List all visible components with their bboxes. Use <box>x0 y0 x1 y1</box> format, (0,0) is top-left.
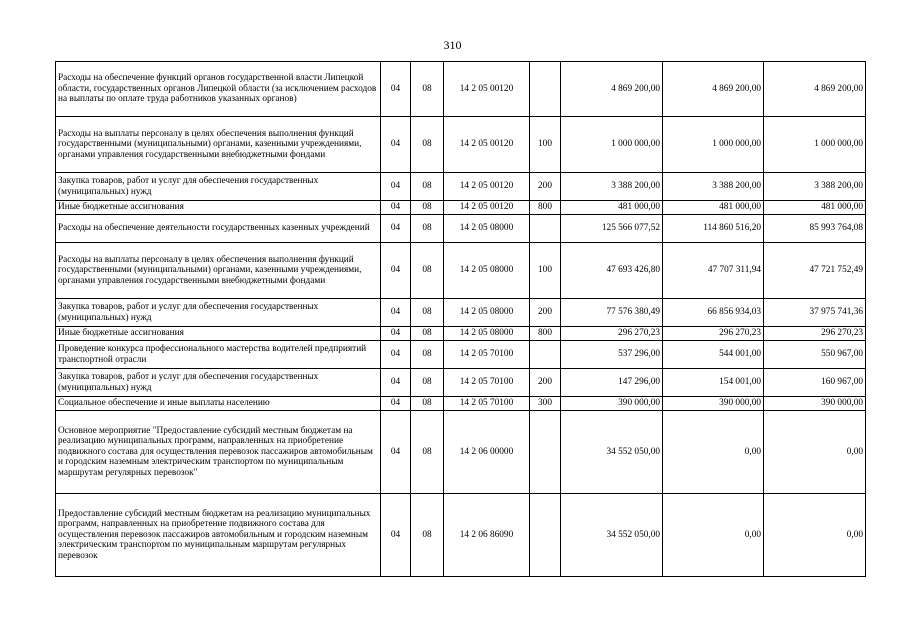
table-row <box>56 62 866 117</box>
table-row <box>56 243 866 299</box>
section-code-cell: 04 <box>381 494 411 577</box>
amount-year2-cell: 4 869 200,00 <box>663 62 764 117</box>
expense-type-cell: 300 <box>530 397 561 411</box>
amount-year1-cell: 77 576 380,49 <box>561 299 663 327</box>
amount-year1-cell: 3 388 200,00 <box>561 173 663 201</box>
expense-type-cell <box>530 411 561 494</box>
section-code-cell: 04 <box>381 327 411 341</box>
table-row <box>56 299 866 327</box>
table-row <box>56 327 866 341</box>
table-row <box>56 173 866 201</box>
subsection-code-cell: 08 <box>411 299 444 327</box>
amount-year3-cell: 37 975 741,36 <box>764 299 866 327</box>
table-row <box>56 494 866 577</box>
target-article-cell: 14 2 05 00120 <box>444 62 530 117</box>
table-row <box>56 215 866 243</box>
row-name-cell: Предоставление субсидий местным бюджетам на реализацию муниципальных программ, направленных на приобретение подвижного состава для осуществления перевозок пассажиров автомобильным и городским наземным электрическим транспортом по муниципальным маршрутам регулярных перевозок <box>56 494 381 577</box>
expense-type-cell: 200 <box>530 173 561 201</box>
expense-type-cell: 800 <box>530 327 561 341</box>
expense-type-cell: 800 <box>530 201 561 215</box>
amount-year1-cell: 147 296,00 <box>561 369 663 397</box>
expense-type-cell <box>530 62 561 117</box>
row-name-cell: Иные бюджетные ассигнования <box>56 201 381 215</box>
target-article-cell: 14 2 05 00120 <box>444 173 530 201</box>
subsection-code-cell: 08 <box>411 173 444 201</box>
subsection-code-cell: 08 <box>411 215 444 243</box>
target-article-cell: 14 2 05 70100 <box>444 341 530 369</box>
amount-year1-cell: 1 000 000,00 <box>561 117 663 173</box>
row-name-cell: Расходы на обеспечение функций органов государственной власти Липецкой области, государственных органов Липецкой области (за исключением расходов на выплаты по оплате труда работников указанных органов) <box>56 62 381 117</box>
amount-year3-cell: 3 388 200,00 <box>764 173 866 201</box>
row-name-cell: Расходы на выплаты персоналу в целях обеспечения выполнения функций государственными (муниципальными) органами, казенными учреждениями, органами управления государственными внебюджетными фондами <box>56 243 381 299</box>
amount-year2-cell: 3 388 200,00 <box>663 173 764 201</box>
target-article-cell: 14 2 05 70100 <box>444 369 530 397</box>
amount-year2-cell: 0,00 <box>663 411 764 494</box>
subsection-code-cell: 08 <box>411 201 444 215</box>
amount-year3-cell: 0,00 <box>764 494 866 577</box>
row-name-cell: Проведение конкурса профессионального мастерства водителей предприятий транспортной отрасли <box>56 341 381 369</box>
amount-year3-cell: 296 270,23 <box>764 327 866 341</box>
amount-year1-cell: 296 270,23 <box>561 327 663 341</box>
target-article-cell: 14 2 06 86090 <box>444 494 530 577</box>
section-code-cell: 04 <box>381 369 411 397</box>
row-name-cell: Расходы на выплаты персоналу в целях обеспечения выполнения функций государственными (муниципальными) органами, казенными учреждениями, органами управления государственными внебюджетными фондами <box>56 117 381 173</box>
amount-year2-cell: 154 001,00 <box>663 369 764 397</box>
subsection-code-cell: 08 <box>411 369 444 397</box>
amount-year3-cell: 0,00 <box>764 411 866 494</box>
amount-year2-cell: 47 707 311,94 <box>663 243 764 299</box>
section-code-cell: 04 <box>381 411 411 494</box>
target-article-cell: 14 2 05 00120 <box>444 201 530 215</box>
amount-year2-cell: 544 001,00 <box>663 341 764 369</box>
table-row <box>56 397 866 411</box>
subsection-code-cell: 08 <box>411 117 444 173</box>
table-row <box>56 201 866 215</box>
target-article-cell: 14 2 05 70100 <box>444 397 530 411</box>
section-code-cell: 04 <box>381 299 411 327</box>
subsection-code-cell: 08 <box>411 243 444 299</box>
expense-type-cell <box>530 494 561 577</box>
row-name-cell: Расходы на обеспечение деятельности государственных казенных учреждений <box>56 215 381 243</box>
amount-year1-cell: 125 566 077,52 <box>561 215 663 243</box>
table-row <box>56 341 866 369</box>
amount-year1-cell: 47 693 426,80 <box>561 243 663 299</box>
page-number: 310 <box>443 38 462 52</box>
amount-year1-cell: 34 552 050,00 <box>561 494 663 577</box>
row-name-cell: Иные бюджетные ассигнования <box>56 327 381 341</box>
amount-year2-cell: 0,00 <box>663 494 764 577</box>
target-article-cell: 14 2 05 00120 <box>444 117 530 173</box>
expense-type-cell: 100 <box>530 243 561 299</box>
section-code-cell: 04 <box>381 62 411 117</box>
subsection-code-cell: 08 <box>411 411 444 494</box>
amount-year1-cell: 4 869 200,00 <box>561 62 663 117</box>
target-article-cell: 14 2 05 08000 <box>444 243 530 299</box>
amount-year1-cell: 34 552 050,00 <box>561 411 663 494</box>
expense-type-cell <box>530 215 561 243</box>
subsection-code-cell: 08 <box>411 397 444 411</box>
amount-year2-cell: 481 000,00 <box>663 201 764 215</box>
amount-year2-cell: 1 000 000,00 <box>663 117 764 173</box>
expense-type-cell: 100 <box>530 117 561 173</box>
section-code-cell: 04 <box>381 117 411 173</box>
amount-year3-cell: 47 721 752,49 <box>764 243 866 299</box>
subsection-code-cell: 08 <box>411 62 444 117</box>
subsection-code-cell: 08 <box>411 494 444 577</box>
row-name-cell: Закупка товаров, работ и услуг для обеспечения государственных (муниципальных) нужд <box>56 369 381 397</box>
section-code-cell: 04 <box>381 215 411 243</box>
section-code-cell: 04 <box>381 341 411 369</box>
row-name-cell: Закупка товаров, работ и услуг для обеспечения государственных (муниципальных) нужд <box>56 299 381 327</box>
row-name-cell: Закупка товаров, работ и услуг для обеспечения государственных (муниципальных) нужд <box>56 173 381 201</box>
amount-year3-cell: 1 000 000,00 <box>764 117 866 173</box>
section-code-cell: 04 <box>381 243 411 299</box>
amount-year2-cell: 114 860 516,20 <box>663 215 764 243</box>
amount-year3-cell: 4 869 200,00 <box>764 62 866 117</box>
amount-year1-cell: 390 000,00 <box>561 397 663 411</box>
amount-year2-cell: 66 856 934,03 <box>663 299 764 327</box>
expense-type-cell: 200 <box>530 299 561 327</box>
subsection-code-cell: 08 <box>411 341 444 369</box>
expense-type-cell <box>530 341 561 369</box>
amount-year2-cell: 390 000,00 <box>663 397 764 411</box>
target-article-cell: 14 2 05 08000 <box>444 299 530 327</box>
amount-year2-cell: 296 270,23 <box>663 327 764 341</box>
table-row <box>56 369 866 397</box>
section-code-cell: 04 <box>381 173 411 201</box>
amount-year3-cell: 160 967,00 <box>764 369 866 397</box>
target-article-cell: 14 2 06 00000 <box>444 411 530 494</box>
budget-table <box>55 61 866 577</box>
amount-year3-cell: 481 000,00 <box>764 201 866 215</box>
expense-type-cell: 200 <box>530 369 561 397</box>
target-article-cell: 14 2 05 08000 <box>444 215 530 243</box>
row-name-cell: Основное мероприятие "Предоставление субсидий местным бюджетам на реализацию муниципальных программ, направленных на приобретение подвижного состава для осуществления перевозок пассажиров автомобильным и городским наземным электрическим транспортом по муниципальным маршрутам регулярных перевозок" <box>56 411 381 494</box>
section-code-cell: 04 <box>381 397 411 411</box>
row-name-cell: Социальное обеспечение и иные выплаты населению <box>56 397 381 411</box>
target-article-cell: 14 2 05 08000 <box>444 327 530 341</box>
amount-year3-cell: 550 967,00 <box>764 341 866 369</box>
amount-year3-cell: 390 000,00 <box>764 397 866 411</box>
table-row <box>56 117 866 173</box>
section-code-cell: 04 <box>381 201 411 215</box>
amount-year1-cell: 481 000,00 <box>561 201 663 215</box>
amount-year3-cell: 85 993 764,08 <box>764 215 866 243</box>
table-row <box>56 411 866 494</box>
amount-year1-cell: 537 296,00 <box>561 341 663 369</box>
subsection-code-cell: 08 <box>411 327 444 341</box>
